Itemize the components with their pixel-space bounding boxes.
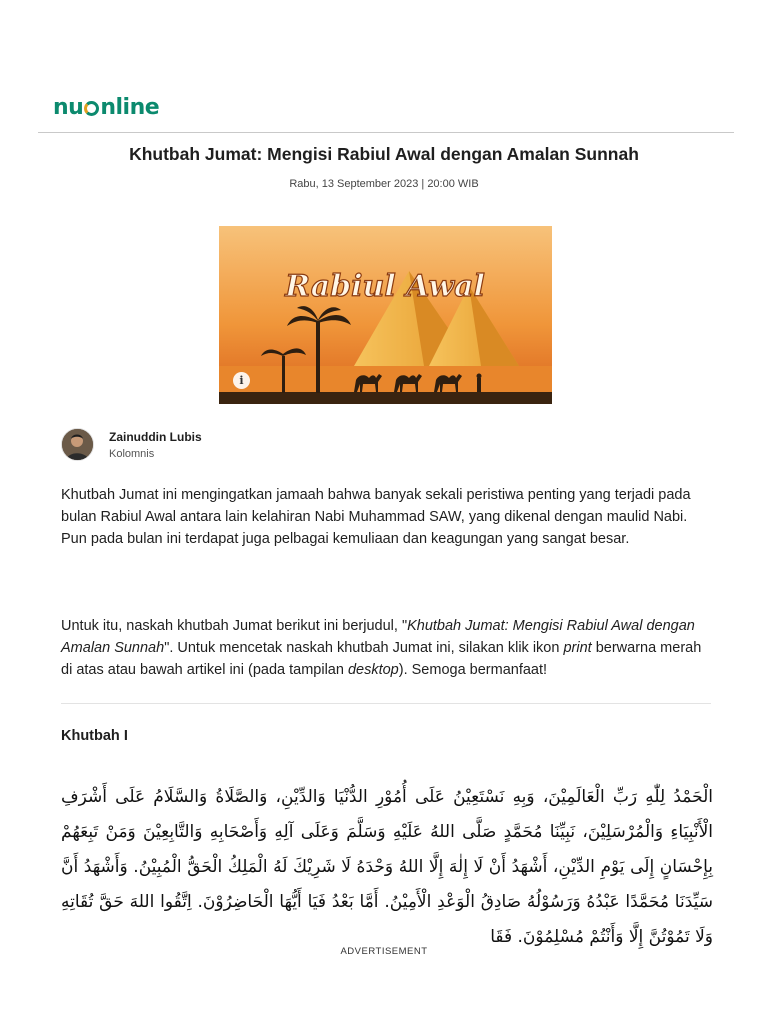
desktop-word: desktop	[347, 662, 399, 678]
khutbah-heading: Khutbah I	[61, 728, 128, 744]
author-role: Kolomnis	[109, 447, 155, 460]
header-divider	[38, 132, 734, 133]
arabic-text: الْحَمْدُ لِلّٰهِ رَبِّ الْعَالَمِيْنَ، وَبِهِ نَسْتَعِيْنُ عَلَى أُمُوْرِ الدُّنْيَا وَالدِّيْنِ، وَالصَّلَاةُ وَالسَّلَامُ عَلَى أَشْرَفِ الْأَنْبِيَاءِ وَالْمُرْسَلِيْنَ، نَبِيِّنَا مُحَمَّدٍ صَلَّى اللهُ عَلَيْهِ وَسَلَّمَ وَعَلَى آلِهِ وَأَصْحَابِهِ وَالتَّابِعِيْنَ وَمَنْ تَبِعَهُمْ بِإِحْسَانٍ إِلَى يَوْمِ الدِّيْنِ، أَشْهَدُ أَنْ لَا إِلٰهَ إِلَّا اللهُ وَحْدَهُ لَا شَرِيْكَ لَهُ الْمَلِكُ الْحَقُّ الْمُبِيْنُ. وَأَشْهَدُ أَنَّ سَيِّدَنَا مُحَمَّدًا عَبْدُهُ وَرَسُوْلُهُ صَادِقُ الْوَعْدِ الْأَمِيْنُ. أَمَّا بَعْدُ فَيَا أَيُّهَا الْحَاضِرُوْنَ. اِتَّقُوا اللهَ حَقَّ تُقَاتِهِ وَلَا تَمُوْتُنَّ إِلَّا وَأَنْتُمْ مُسْلِمُوْنَ. فَقَا	[61, 787, 713, 947]
info-icon[interactable]: i	[233, 372, 250, 389]
author-block	[61, 428, 202, 461]
logo-nu: nu	[53, 94, 84, 120]
hero-image[interactable]	[219, 226, 552, 404]
article-title: Khutbah Jumat: Mengisi Rabiul Awal dengan Amalan Sunnah	[129, 144, 639, 164]
author-name[interactable]: Zainuddin Lubis	[109, 429, 202, 444]
hero-title: Rabiul Awal	[285, 269, 485, 304]
section-divider	[61, 703, 711, 704]
site-logo[interactable]	[53, 92, 159, 122]
khutbah-title-italic: Khutbah Jumat: Mengisi Rabiul Awal dengan Amalan Sunnah	[61, 618, 695, 656]
author-avatar[interactable]	[61, 428, 94, 461]
paragraph-print-note: Untuk itu, naskah khutbah Jumat berikut ini berjudul, "Khutbah Jumat: Mengisi Rabiul Awal dengan Amalan Sunnah". Untuk mencetak naskah khutbah Jumat ini, silakan klik ikon print berwarna merah di atas atau bawah artikel ini (pada tampilan desktop). Semoga bermanfaat!	[61, 618, 702, 678]
article-date: Rabu, 13 September 2023 | 20:00 WIB	[289, 178, 479, 190]
hero-ground	[219, 392, 552, 404]
paragraph-intro: Khutbah Jumat ini mengingatkan jamaah bahwa banyak sekali peristiwa penting yang terjadi pada bulan Rabiul Awal antara lain kelahiran Nabi Muhammad SAW, yang dikenal dengan maulid Nabi. Pun pada bulan ini terdapat juga pelbagai kemuliaan dan keagungan yang sangat besar.	[61, 487, 691, 547]
logo-o-icon	[84, 101, 99, 116]
advertisement-label: ADVERTISEMENT	[340, 946, 428, 957]
logo-online: nline	[100, 94, 160, 120]
print-word: print	[563, 640, 592, 656]
